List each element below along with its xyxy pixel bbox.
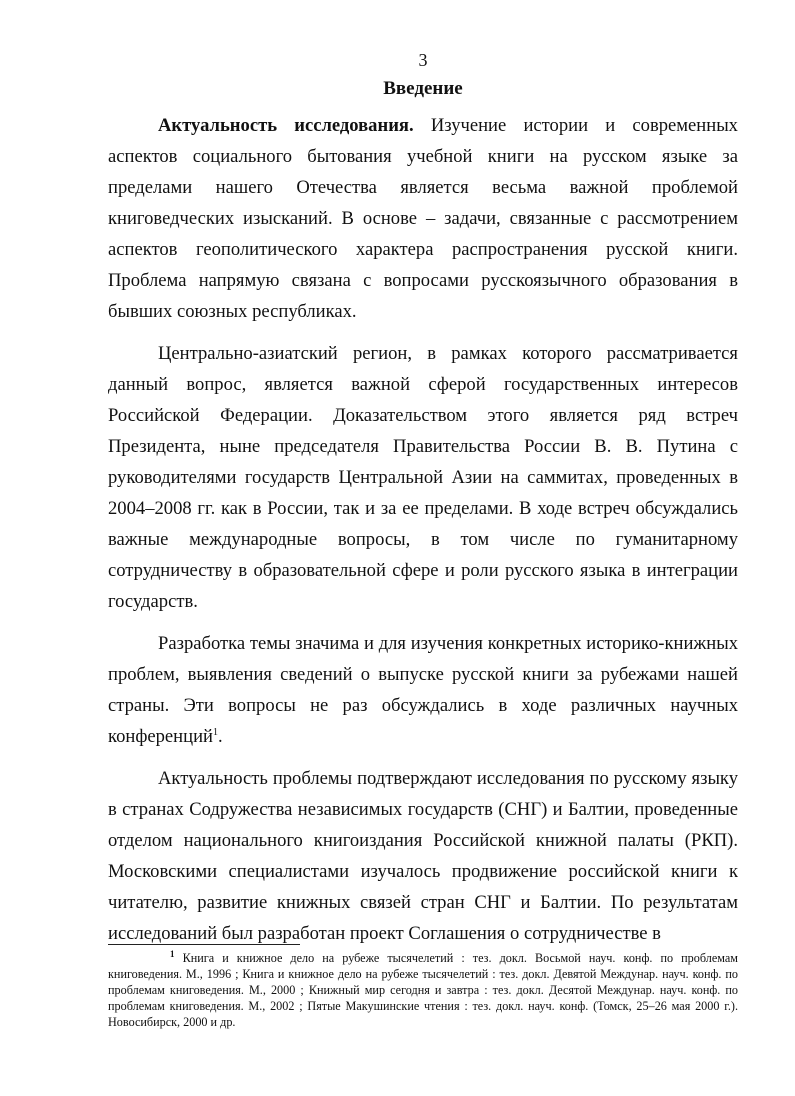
paragraph-end: . (218, 726, 223, 747)
footnote (108, 950, 738, 1030)
paragraph-relevance (108, 110, 738, 327)
paragraph-text: Изучение истории и современных аспектов социального бытования учебной книги на русском языке за пределами нашего Отечества является весьма важной проблемой книговедческих изысканий. В основе – задачи, связанные с рассмотрением аспектов геополитического характера распространения русской книги. Проблема напрямую связана с вопросами русскоязычного образования в бывших союзных республиках. (108, 115, 738, 322)
paragraph-lead: Актуальность исследования. (158, 115, 414, 136)
footnote-divider (108, 944, 300, 945)
paragraph-text: Разработка темы значима и для изучения конкретных историко-книжных проблем, выявления сведений о выпуске русской книги за рубежами нашей страны. Эти вопросы не раз обсуждались в ходе различных научных конференций (108, 633, 738, 747)
paragraph-region: Центрально-азиатский регион, в рамках которого рассматривается данный вопрос, является важной сферой государственных интересов Российской Федерации. Доказательством этого является ряд встреч Президента, ныне председателя Правительства России В. В. Путина с руководителями государств Центральной Азии на саммитах, проведенных в 2004–2008 гг. как в России, так и за ее пределами. В ходе встреч обсуждались важные международные вопросы, в том числе по гуманитарному сотрудничеству в образовательной сфере и роли русского языка в интеграции государств. (108, 343, 738, 612)
paragraph-topic (108, 628, 738, 752)
section-heading: Введение (383, 78, 463, 99)
footnote-marker: 1 (170, 948, 175, 959)
footnote-reference: 1 (213, 726, 218, 738)
body-text (108, 110, 738, 960)
page-number: 3 (418, 50, 428, 70)
footnote-text: Книга и книжное дело на рубеже тысячелетий : тез. докл. Восьмой науч. конф. по проблемам книговедения. М., 1996 ; Книга и книжное дело на рубеже тысячелетий : тез. докл. Девятой Междунар. науч. конф. по проблемам книговедения. М., 2000 ; Книжный мир сегодня и завтра : тез. докл. Десятой Междунар. науч. конф. по проблемам книговедения. М., 2002 ; Пятые Макушинские чтения : тез. докл. науч. конф. (Томск, 25–26 мая 2000 г.). Новосибирск, 2000 и др. (108, 951, 738, 1029)
paragraph-research: Актуальность проблемы подтверждают исследования по русскому языку в странах Содружества независимых государств (СНГ) и Балтии, проведенные отделом национального книгоиздания Российской книжной палаты (РКП). Московскими специалистами изучалось продвижение российской книги к читателю, развитие книжных связей стран СНГ и Балтии. По результатам исследований был разработан проект Соглашения о сотрудничестве в (108, 768, 738, 944)
footnote-entry (108, 950, 738, 1030)
